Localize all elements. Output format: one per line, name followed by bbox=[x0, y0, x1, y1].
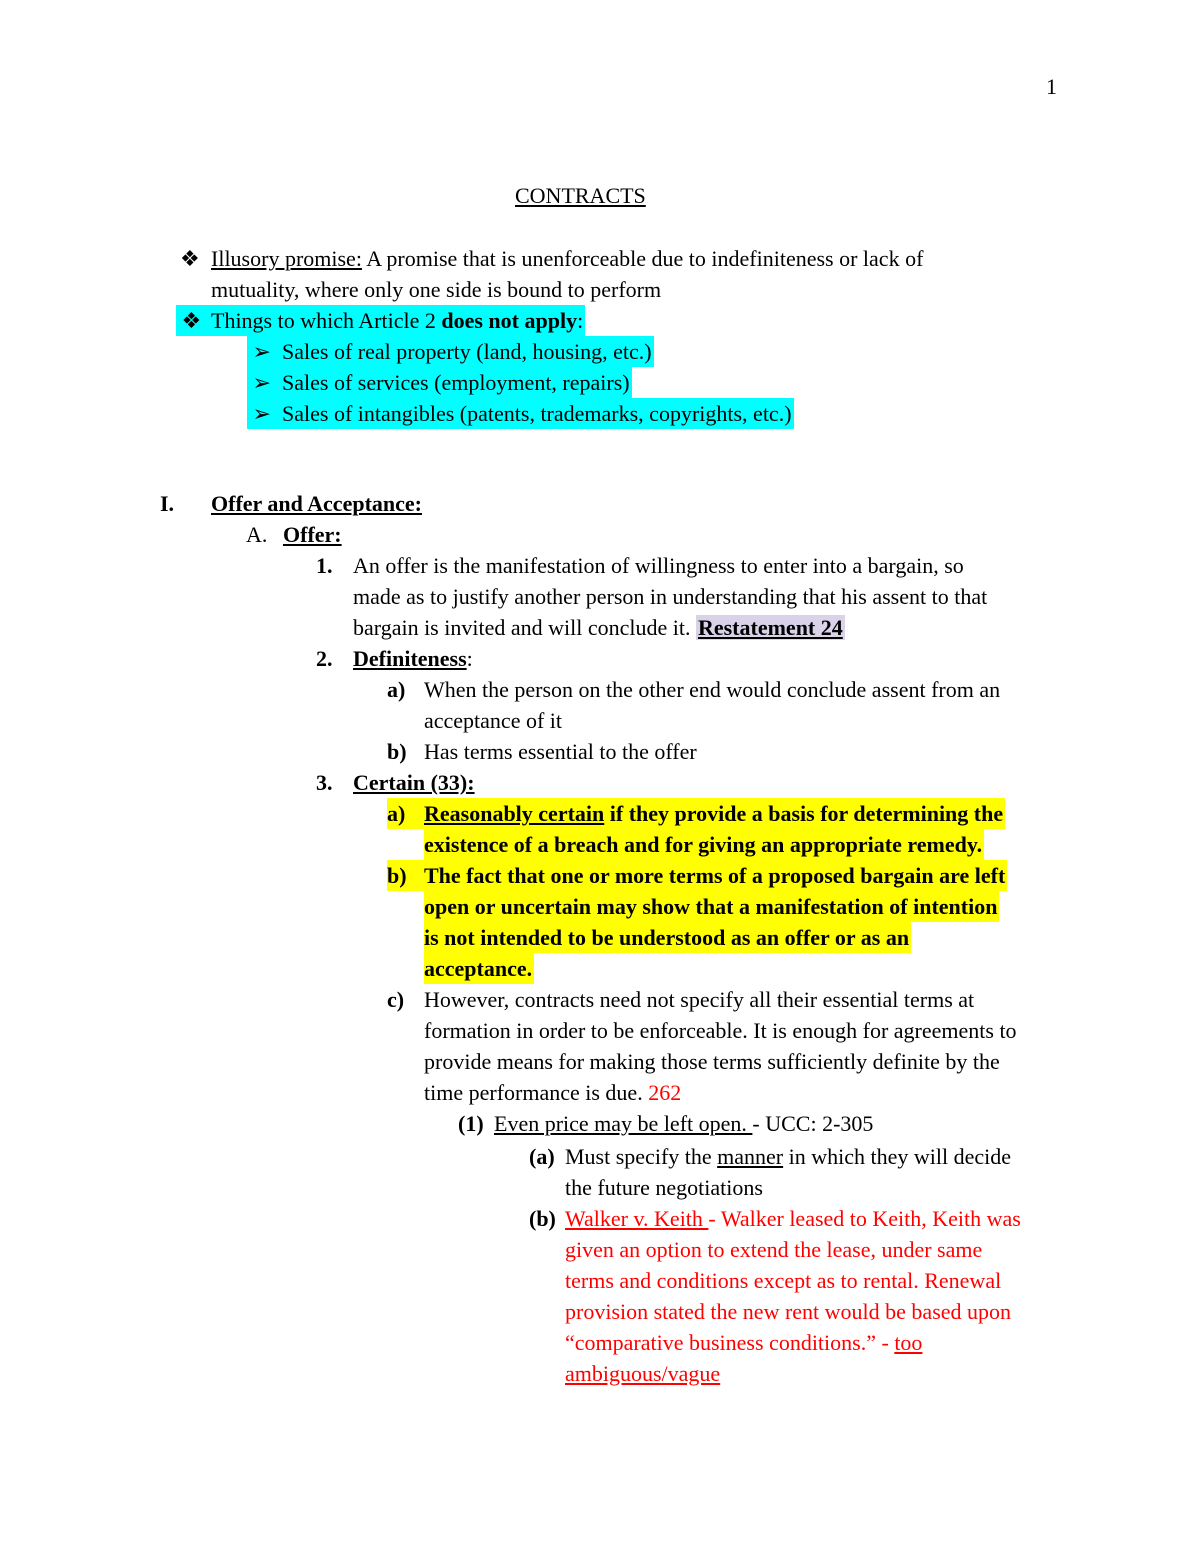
illusory-promise-term: Illusory promise: bbox=[211, 246, 362, 271]
restatement-reference: Restatement 24 bbox=[697, 615, 843, 640]
item-letter: c) bbox=[387, 987, 405, 1012]
case-walker-line: ambiguous/vague bbox=[565, 1361, 721, 1386]
case-walker-line: Walker v. Keith - Walker leased to Keith, Keith was bbox=[565, 1206, 1021, 1231]
certain-c-line: time performance is due. 262 bbox=[424, 1080, 682, 1105]
page-number: 1 bbox=[1046, 74, 1057, 99]
case-name: Walker v. Keith bbox=[565, 1206, 709, 1231]
diamond-bullet-icon: ❖ bbox=[180, 246, 200, 271]
certain-c-line: provide means for making those terms sufficiently definite by the bbox=[424, 1049, 1000, 1074]
subsection-label: A. bbox=[246, 522, 268, 547]
item-sub-letter: (a) bbox=[529, 1144, 555, 1169]
arrowhead-bullet-icon: ➢ bbox=[247, 370, 271, 395]
case-walker-line: terms and conditions except as to rental. Renewal bbox=[565, 1268, 1002, 1293]
item-number: 1. bbox=[316, 553, 333, 578]
certain-heading: Certain (33): bbox=[353, 770, 475, 795]
arrowhead-bullet-icon: ➢ bbox=[247, 339, 271, 364]
case-walker-line: given an option to extend the lease, under same bbox=[565, 1237, 983, 1262]
item-number: 3. bbox=[316, 770, 333, 795]
illusory-promise-line1: Illusory promise: A promise that is unenforceable due to indefiniteness or lack of bbox=[211, 246, 924, 271]
item-sub-letter: (b) bbox=[529, 1206, 556, 1231]
article2-bullet: ❖ Things to which Article 2 does not apply: bbox=[176, 305, 585, 336]
certain-b-line: b) The fact that one or more terms of a proposed bargain are left bbox=[387, 860, 1007, 891]
offer-definition-line: bargain is invited and will conclude it. Restatement 24 bbox=[353, 615, 843, 640]
definiteness-b-line: Has terms essential to the offer bbox=[424, 739, 697, 764]
certain-b-line: open or uncertain may show that a manifestation of intention bbox=[424, 891, 999, 922]
offer-definition-line: An offer is the manifestation of willingness to enter into a bargain, so bbox=[353, 553, 964, 578]
definiteness-heading: Definiteness: bbox=[353, 646, 473, 671]
definiteness-a-line: acceptance of it bbox=[424, 708, 563, 733]
case-walker-line: “comparative business conditions.” - too bbox=[565, 1330, 923, 1355]
arrowhead-bullet-icon: ➢ bbox=[247, 401, 271, 426]
page-reference: 262 bbox=[648, 1080, 682, 1105]
document-title: CONTRACTS bbox=[515, 183, 646, 208]
illusory-promise-line2: mutuality, where only one side is bound to perform bbox=[211, 277, 662, 302]
certain-a-line: existence of a breach and for giving an appropriate remedy. bbox=[424, 829, 984, 860]
item-number: 2. bbox=[316, 646, 333, 671]
subsection-heading: Offer: bbox=[283, 522, 342, 547]
article2-item: ➢ Sales of real property (land, housing, etc.) bbox=[247, 336, 654, 367]
item-letter: b) bbox=[387, 739, 407, 764]
certain-b-line: is not intended to be understood as an offer or as an bbox=[424, 922, 911, 953]
certain-c-line: However, contracts need not specify all their essential terms at bbox=[424, 987, 975, 1012]
article2-item: ➢ Sales of intangibles (patents, trademarks, copyrights, etc.) bbox=[247, 398, 794, 429]
certain-b-line: acceptance. bbox=[424, 953, 534, 984]
offer-definition-line: made as to justify another person in understanding that his assent to that bbox=[353, 584, 988, 609]
case-walker-line: provision stated the new rent would be based upon bbox=[565, 1299, 1012, 1324]
price-open-a-line: the future negotiations bbox=[565, 1175, 763, 1200]
certain-a-line: a) Reasonably certain if they provide a basis for determining the bbox=[387, 798, 1005, 829]
price-open-a-line: Must specify the manner in which they will decide bbox=[565, 1144, 1012, 1169]
article2-item: ➢ Sales of services (employment, repairs) bbox=[247, 367, 632, 398]
definiteness-a-line: When the person on the other end would conclude assent from an bbox=[424, 677, 1001, 702]
price-open-line: Even price may be left open. - UCC: 2-305 bbox=[494, 1111, 874, 1136]
item-letter: a) bbox=[387, 677, 406, 702]
item-sub-number: (1) bbox=[458, 1111, 484, 1136]
certain-c-line: formation in order to be enforceable. It is enough for agreements to bbox=[424, 1018, 1017, 1043]
section-heading: Offer and Acceptance: bbox=[211, 491, 422, 516]
diamond-bullet-icon: ❖ bbox=[176, 308, 202, 333]
section-numeral: I. bbox=[160, 491, 175, 516]
